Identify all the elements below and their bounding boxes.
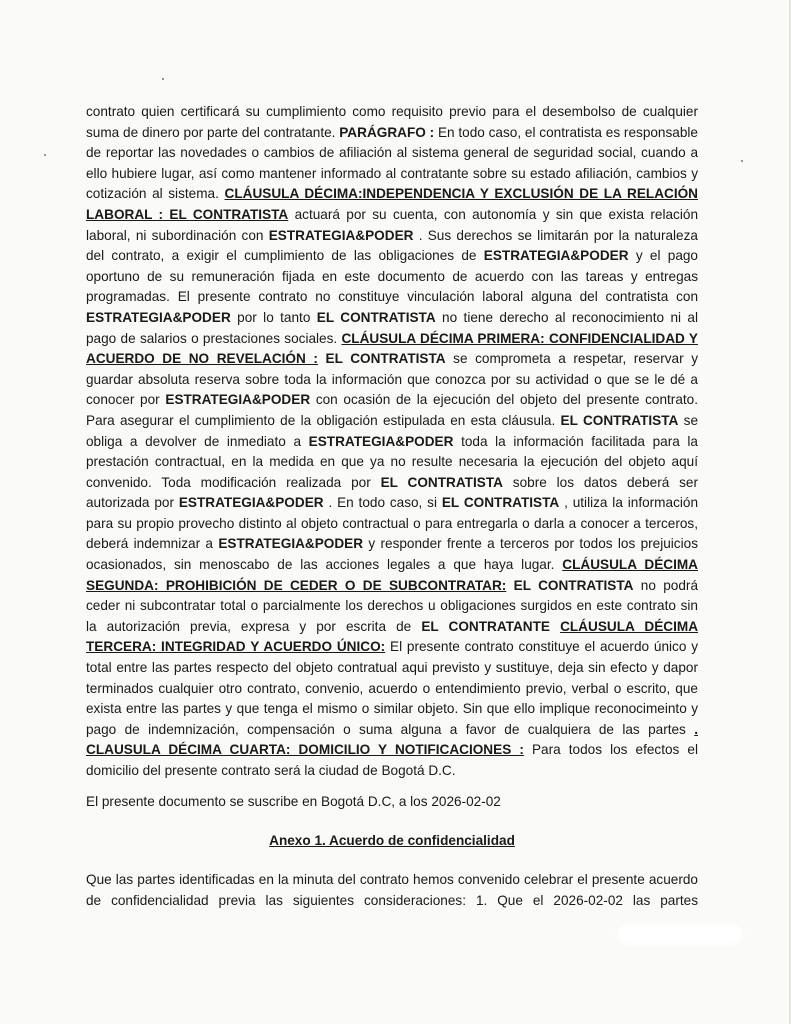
redaction-mark (620, 927, 740, 941)
bold-term: ESTRATEGIA&PODER (268, 227, 414, 243)
clause-heading: . CLAUSULA DÉCIMA CUARTA: DOMICILIO Y NOTIFICACIONES : (86, 721, 698, 758)
clause-text (550, 619, 560, 634)
clause-text: con ocasión de la ejecución del objeto del presente contrato. Para asegurar el cumplimiento de la obligación estipulada en esta cláusula. (86, 392, 698, 428)
clause-text: sobre los datos deberá ser autorizada por (86, 474, 699, 511)
bold-term: ESTRATEGIA&PODER (86, 309, 231, 325)
clause-text: . Sus derechos se limitarán por la naturaleza del contrato, a exigir el cumplimiento de las obligaciones de (86, 227, 698, 264)
clause-text: por lo tanto (230, 309, 317, 325)
clause-text: no tiene derecho al reconocimiento ni al pago de salarios o prestaciones sociales. (86, 309, 698, 346)
clause-text: no podrá ceder ni subcontratar total o parcialmente los derechos u obligaciones surgidos en este contrato sin la autorización previa, expresa y por escrita de (86, 577, 699, 634)
contract-clauses-paragraph (86, 102, 698, 782)
clause-text: El presente contrato constituye el acuerdo único y total entre las partes respecto del objeto contratual aqui previsto y sustituye, deja sin efecto y dapor terminados cualquier otro contrato, convenio, acuerdo o entendimiento previo, verbal o escrito, que exista entre las partes y que tenga el mismo o similar objeto. Sin que ello implique reconocimeinto y pago de indemnización, compensación o suma alguna a favor de cualquiera de las partes (86, 639, 698, 737)
bold-term: ESTRATEGIA&PODER (308, 433, 454, 449)
bold-term: EL CONTRATISTA (560, 412, 679, 428)
clause-heading: CLÁUSULA DÉCIMA PRIMERA: CONFIDENCIALIDAD Y ACUERDO DE NO REVELACIÓN : (86, 330, 698, 367)
bold-term: EL CONTRATISTA (325, 351, 446, 367)
bold-term: EL CONTRATISTA (441, 495, 560, 511)
bold-term: EL CONTRATISTA (316, 309, 436, 325)
clauses-text (86, 102, 698, 782)
scan-speck (741, 160, 743, 162)
clause-text: y responder frente a terceros por todos los prejuicios ocasionados, sin menoscabo de las acciones legales a que haya lugar. (86, 536, 698, 573)
bold-term: ESTRATEGIA&PODER (483, 248, 629, 264)
bold-term: ESTRATEGIA&PODER (218, 536, 364, 552)
signing-date-line: El presente documento se suscribe en Bogotá D.C, a los 2026-02-02 (86, 794, 501, 809)
clause-text (318, 351, 326, 366)
bold-term: ESTRATEGIA&PODER (165, 392, 311, 408)
scan-speck (44, 154, 46, 156)
clause-text: , utiliza la información para su propio provecho distinto al objeto contractual o para entregarla o darla a conocer a terceros, deberá indemnizar a (86, 495, 699, 552)
clause-text (506, 578, 513, 593)
bold-term: EL CONTRATISTA (380, 474, 503, 490)
clause-heading: CLÁUSULA DÉCIMA TERCERA: INTEGRIDAD Y ACUERDO ÚNICO: (86, 618, 699, 655)
clause-text: actuará por su cuenta, con autonomía y sin que exista relación laboral, ni subordinación con (86, 206, 698, 243)
clause-text: toda la información facilitada para la prestación contractual, en la medida en que ya no resulte necesaria la ejecución del objeto aquí convenido. Toda modificación realizada por (86, 433, 698, 490)
bold-term: EL CONTRATISTA (513, 577, 634, 593)
clause-heading: CLÁUSULA DÉCIMA:INDEPENDENCIA Y EXCLUSIÓN DE LA RELACIÓN LABORAL : EL CONTRATISTA (86, 186, 698, 222)
clause-text: se obliga a devolver de inmediato a (86, 412, 699, 449)
scan-speck (162, 78, 164, 80)
bold-term: ESTRATEGIA&PODER (178, 495, 324, 511)
clause-text: En todo caso, el contratista es responsable de reportar las novedades o cambios de afiliación al sistema general de seguridad social, cuando a ello hubiere lugar, así como mantener informado al contratante sobre su estado afiliación, cambios y cotización al sistema. (86, 124, 698, 202)
clause-text: Para todos los efectos el domicilio del presente contrato será la ciudad de Bogotá D.C. (86, 742, 698, 778)
clause-text: se comprometa a respetar, reservar y guardar absoluta reserva sobre toda la información que conozca por su actividad o que se le dé a conocer por (86, 351, 699, 408)
clause-heading: CLÁUSULA DÉCIMA SEGUNDA: PROHIBICIÓN DE CEDER O DE SUBCONTRATAR: (86, 557, 698, 593)
bold-term: PARÁGRAFO : (339, 124, 435, 140)
annex-title: Anexo 1. Acuerdo de confidencialidad (269, 833, 515, 848)
clause-text: y el pago oportuno de su remuneración fijada en este documento de acuerdo con las tareas y entregas programadas. El presente contrato no constituye vinculación laboral alguna del contratista con (86, 248, 698, 305)
clause-text: contrato quien certificará su cumplimiento como requisito previo para el desembolso de cualquier suma de dinero por parte del contratante. (86, 104, 698, 140)
annex-intro-text: Que las partes identificadas en la minuta del contrato hemos convenido celebrar el presente acuerdo de confidencialidad previa las siguientes consideraciones: 1. Que el 2026-02-02 las partes (86, 872, 698, 908)
bold-term: EL CONTRATANTE (421, 618, 550, 634)
clause-text: . En todo caso, si (323, 495, 442, 511)
